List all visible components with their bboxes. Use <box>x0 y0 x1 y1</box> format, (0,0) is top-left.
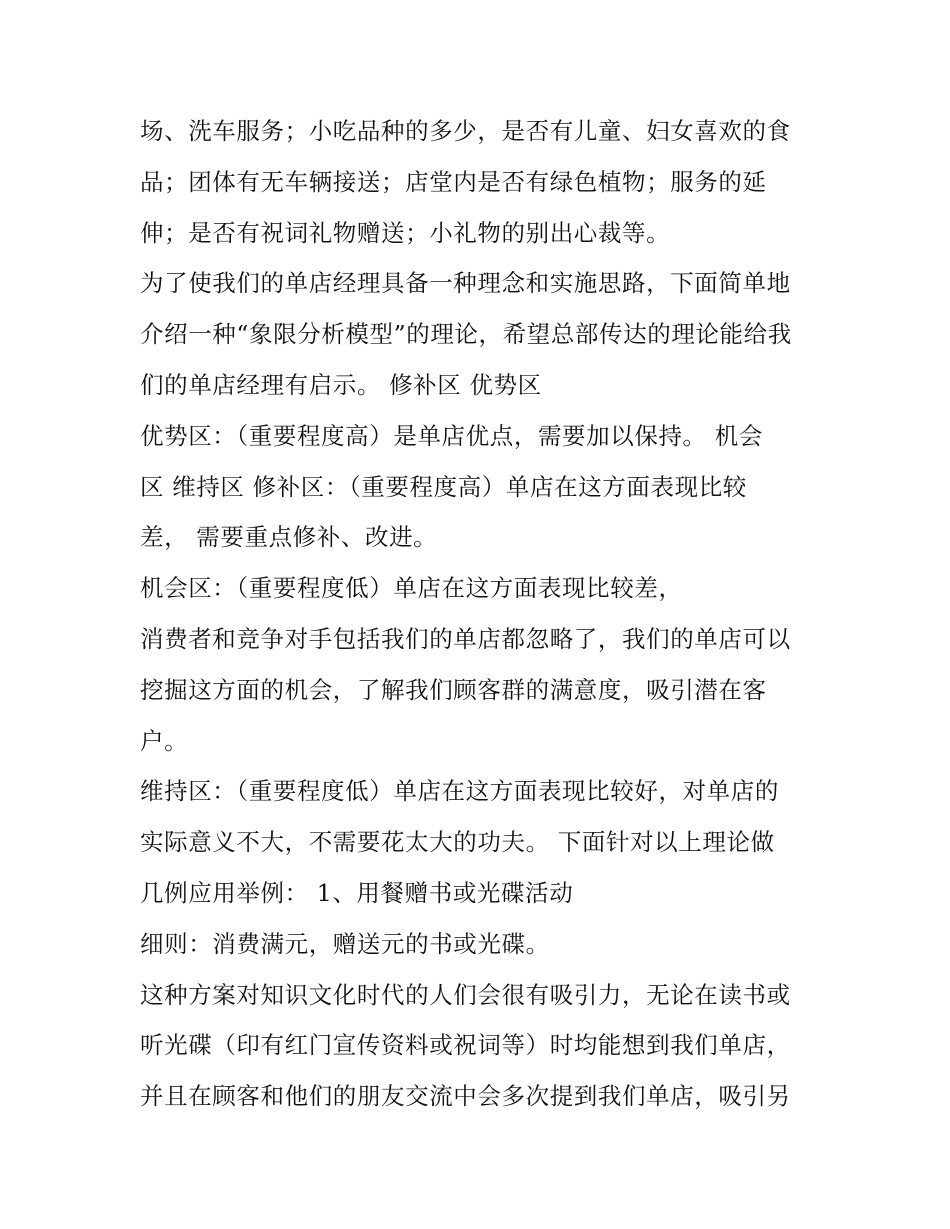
text-line-16: 几例应用举例： 1、用餐赠书或光碟活动 <box>140 878 574 907</box>
text-line-18: 这种方案对知识文化时代的人们会很有吸引力，无论在读书或 <box>140 980 791 1009</box>
text-line-11: 消费者和竞争对手包括我们的单店都忽略了，我们的单店可以 <box>140 624 791 653</box>
text-line-19: 听光碟（印有红门宣传资料或祝词等）时均能想到我们单店， <box>140 1031 791 1060</box>
text-line-10: 机会区：（重要程度低）单店在这方面表现比较差， <box>140 574 683 603</box>
text-line-6: 们的单店经理有启示。 修补区 优势区 <box>140 370 542 399</box>
text-line-8: 区 维持区 修补区：（重要程度高）单店在这方面表现比较 <box>140 472 747 501</box>
text-line-15: 实际意义不大，不需要花太大的功夫。 下面针对以上理论做 <box>140 828 775 857</box>
text-line-1: 场、洗车服务；小吃品种的多少，是否有儿童、妇女喜欢的食 <box>140 117 791 145</box>
text-line-7: 优势区：（重要程度高）是单店优点，需要加以保持。 机会 <box>140 421 763 450</box>
document-body <box>140 106 820 1122</box>
text-line-14: 维持区：（重要程度低）单店在这方面表现比较好，对单店的 <box>140 777 779 806</box>
text-line-17: 细则：消费满元，赠送元的书或光碟。 <box>140 929 550 958</box>
text-line-9: 差， 需要重点修补、改进。 <box>140 523 438 552</box>
text-line-12: 挖掘这方面的机会，了解我们顾客群的满意度，吸引潜在客 <box>140 675 767 704</box>
text-line-2: 品；团体有无车辆接送；店堂内是否有绿色植物；服务的延 <box>140 167 767 196</box>
text-line-13: 户。 <box>140 726 189 755</box>
text-line-3: 伸；是否有祝词礼物赠送；小礼物的别出心裁等。 <box>140 218 671 247</box>
text-line-4: 为了使我们的单店经理具备一种理念和实施思路，下面简单地 <box>140 269 791 298</box>
text-line-5: 介绍一种“象限分析模型”的理论，希望总部传达的理论能给我 <box>140 320 792 349</box>
text-line-20: 并且在顾客和他们的朋友交流中会多次提到我们单店，吸引另 <box>140 1082 791 1111</box>
